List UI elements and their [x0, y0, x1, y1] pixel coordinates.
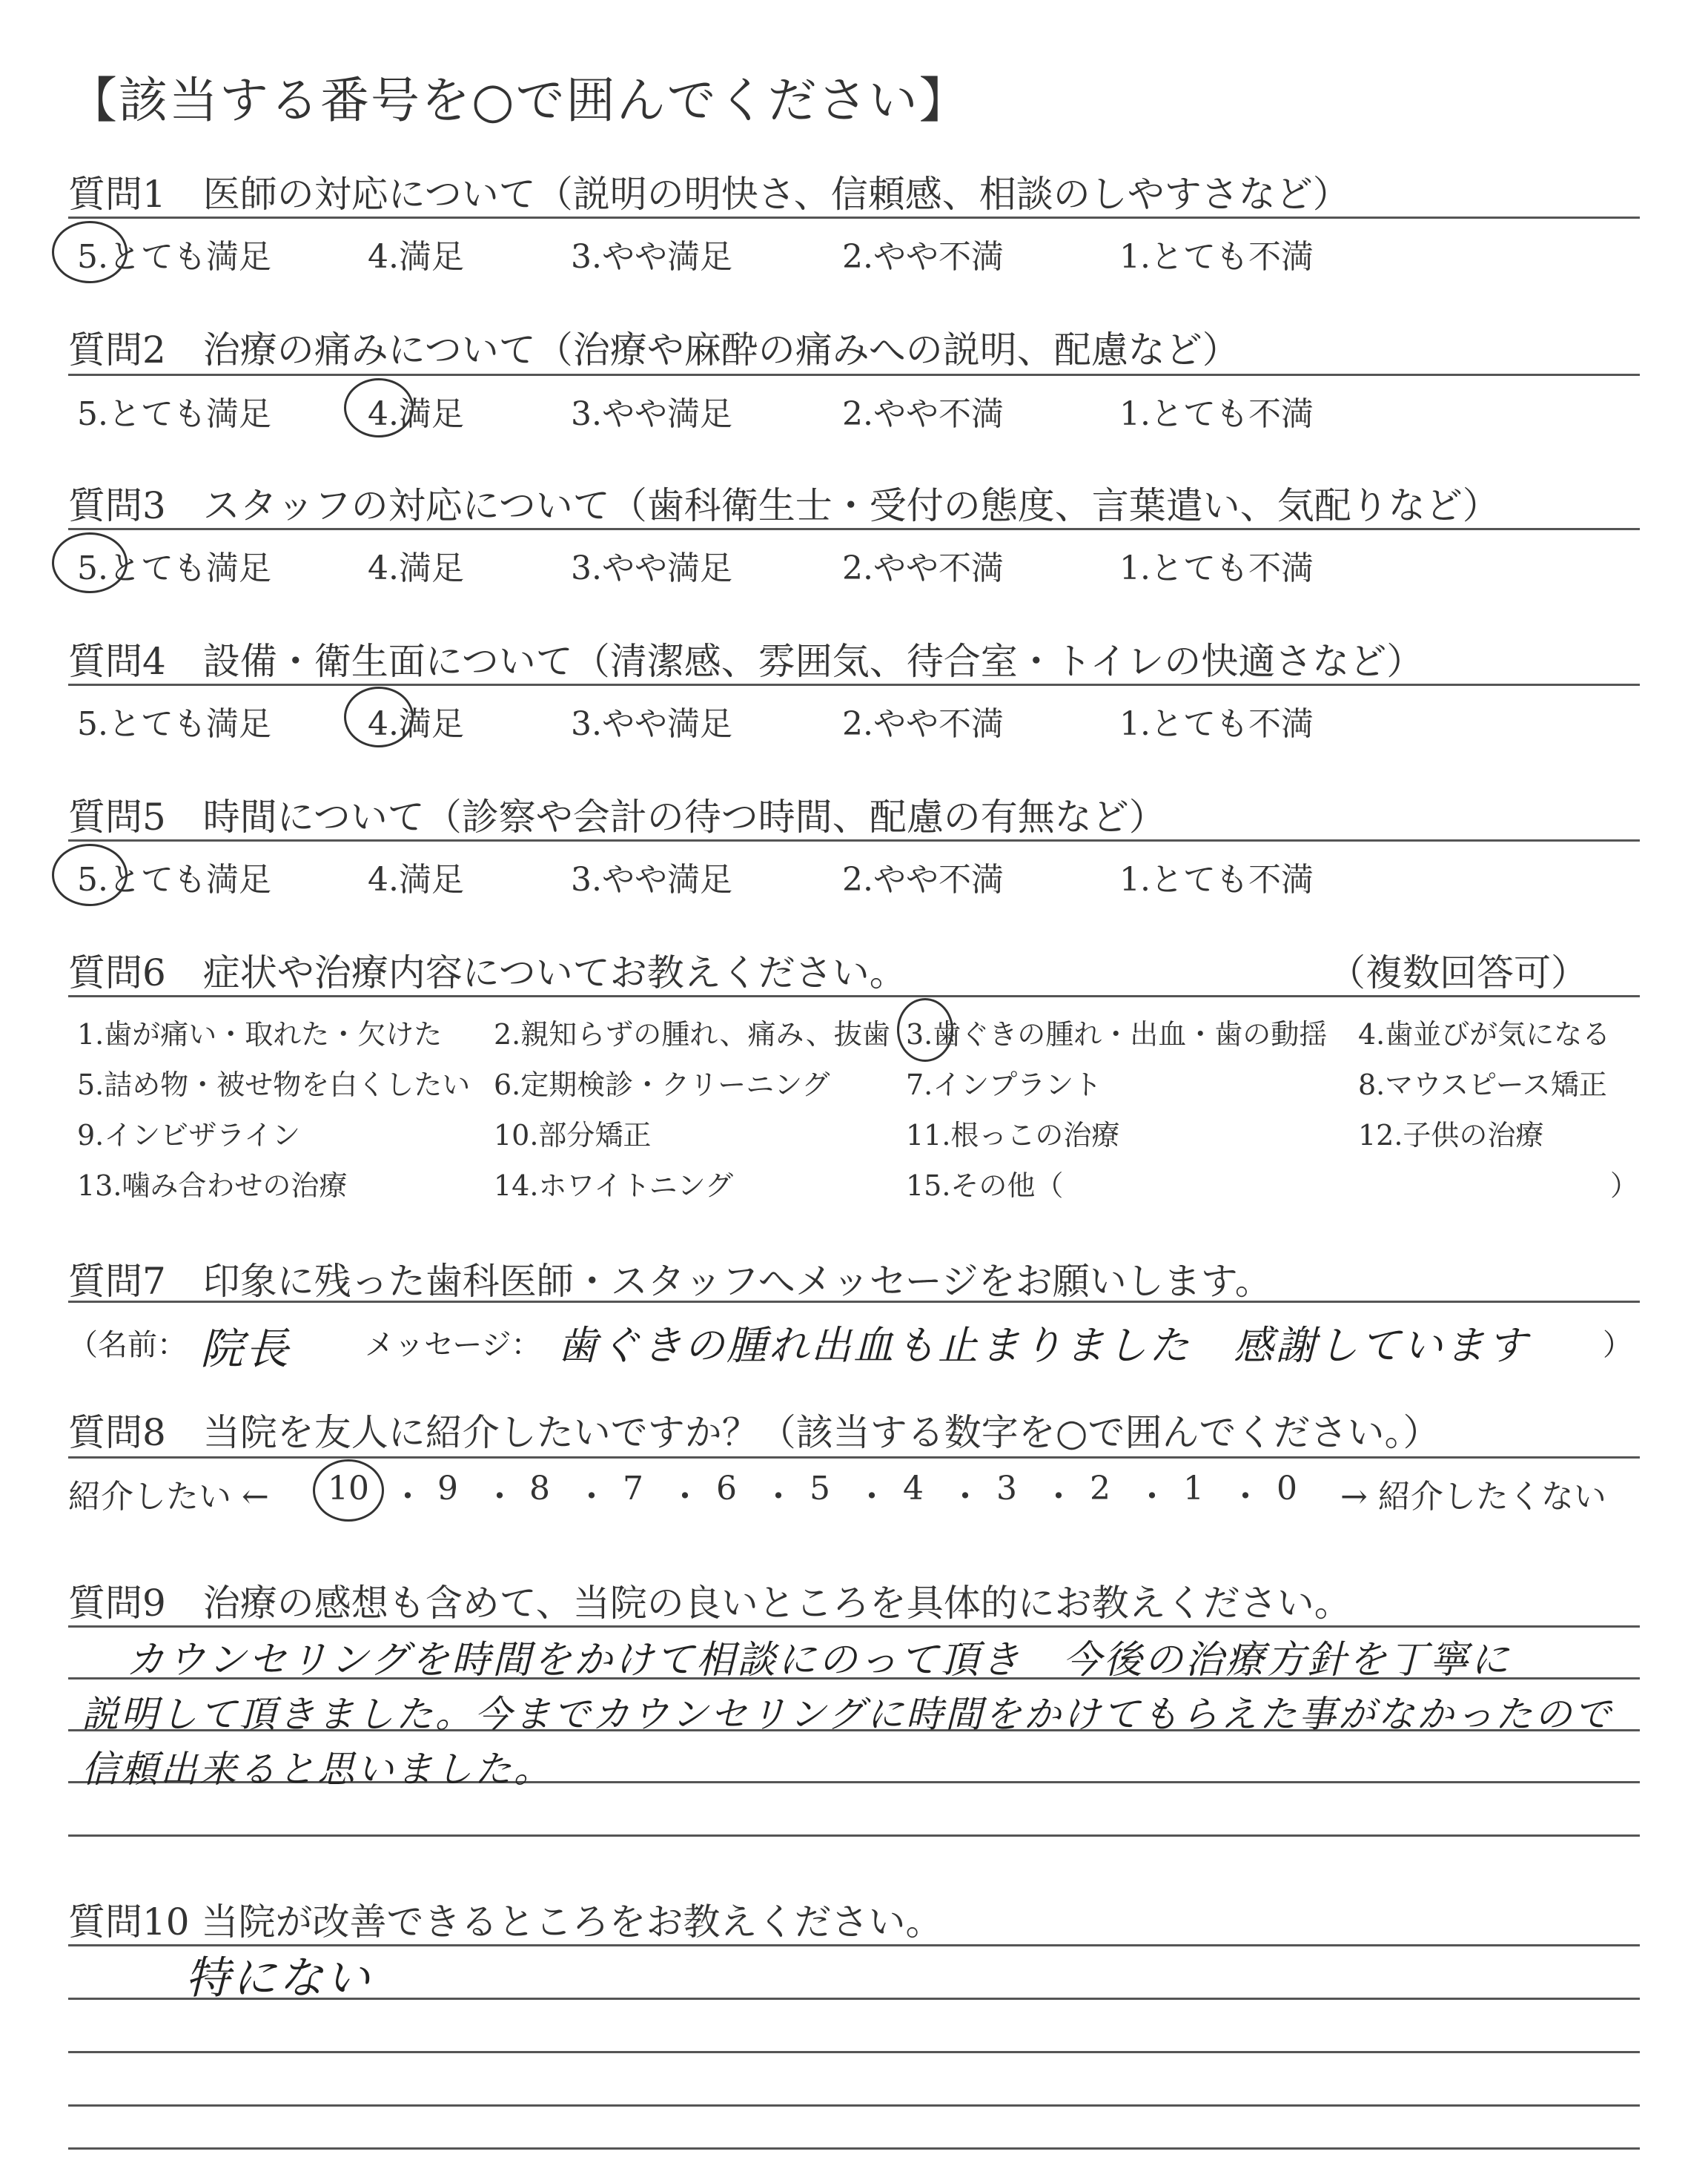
question-2-rule	[68, 374, 1640, 376]
q1-option-1[interactable]: 1.とても不満	[1119, 238, 1314, 276]
selection-circle	[52, 532, 128, 593]
q4-option-2[interactable]: 2.やや不満	[842, 705, 1004, 743]
writing-line	[68, 2051, 1640, 2053]
q7-close-paren: ）	[1603, 1328, 1632, 1362]
q3-option-2[interactable]: 2.やや不満	[842, 549, 1004, 587]
q8-scale-5[interactable]: 5	[810, 1470, 830, 1507]
q6-option-14[interactable]: 14.ホワイトニング	[494, 1169, 734, 1202]
q4-option-4[interactable]: 4.満足	[368, 705, 464, 743]
q8-dot: ・	[855, 1478, 888, 1516]
q7-message-label: メッセージ：	[365, 1328, 541, 1362]
question-5-rule	[68, 839, 1640, 842]
writing-line	[68, 2147, 1640, 2150]
q8-dot: ・	[391, 1478, 424, 1516]
q3-option-5[interactable]: 5.とても満足	[77, 549, 271, 587]
question-6-title-text: 質問6 症状や治療内容についてお教えください。	[68, 951, 907, 994]
q10-answer[interactable]: 特にない	[185, 1952, 372, 2004]
q4-option-5[interactable]: 5.とても満足	[77, 705, 271, 743]
question-2-title: 質問2 治療の痛みについて（治療や麻酔の痛みへの説明、配慮など）	[68, 328, 1239, 371]
question-6-rule	[68, 995, 1640, 997]
question-1-title: 質問1 医師の対応について（説明の明快さ、信頼感、相談のしやすさなど）	[68, 173, 1350, 216]
question-1-rule	[68, 217, 1640, 219]
q1-option-2[interactable]: 2.やや不満	[842, 238, 1004, 276]
question-5-title: 質問5 時間について（診察や会計の待つ時間、配慮の有無など）	[68, 796, 1166, 839]
q5-option-5[interactable]: 5.とても満足	[77, 861, 271, 899]
q8-scale-2[interactable]: 2	[1090, 1470, 1110, 1507]
q2-option-4[interactable]: 4.満足	[368, 395, 464, 433]
selection-circle	[313, 1459, 384, 1522]
q3-option-3[interactable]: 3.やや満足	[571, 549, 732, 587]
q8-dot: ・	[575, 1478, 608, 1516]
question-6-note: （複数回答可）	[1328, 951, 1588, 994]
selection-circle	[897, 998, 953, 1062]
q3-option-4[interactable]: 4.満足	[368, 549, 464, 587]
selection-circle	[344, 687, 414, 747]
q6-option-7[interactable]: 7.インプラント	[906, 1069, 1102, 1101]
q8-scale-1[interactable]: 1	[1183, 1470, 1204, 1507]
selection-circle	[52, 844, 128, 906]
q6-option-1[interactable]: 1.歯が痛い・取れた・欠けた	[77, 1018, 443, 1051]
q5-option-3[interactable]: 3.やや満足	[571, 861, 732, 899]
q8-dot: ・	[483, 1478, 516, 1516]
q9-answer-line-3[interactable]: 信頼出来ると思いました。	[82, 1748, 553, 1791]
writing-line	[68, 2104, 1640, 2107]
q8-dot: ・	[949, 1478, 982, 1516]
q6-option-11[interactable]: 11.根っこの治療	[906, 1119, 1120, 1152]
q6-option-13[interactable]: 13.噛み合わせの治療	[77, 1169, 348, 1202]
question-1	[68, 165, 1640, 218]
q8-dot: ・	[669, 1478, 701, 1516]
question-7	[68, 1252, 1640, 1305]
q2-option-1[interactable]: 1.とても不満	[1119, 395, 1314, 433]
q6-option-5[interactable]: 5.詰め物・被せ物を白くしたい	[77, 1069, 471, 1101]
page-title: 【該当する番号を○で囲んでください】	[68, 72, 970, 129]
q8-dot: ・	[762, 1478, 795, 1516]
q8-scale-4[interactable]: 4	[903, 1470, 924, 1507]
q9-answer-line-1[interactable]: カウンセリングを時間をかけて相談にのって頂き 今後の治療方針を丁寧に	[126, 1638, 1512, 1682]
q2-option-3[interactable]: 3.やや満足	[571, 395, 732, 433]
q8-dot: ・	[1229, 1478, 1262, 1516]
q7-name-value[interactable]: 院長	[200, 1324, 291, 1374]
question-8-rule	[68, 1456, 1640, 1459]
selection-circle	[344, 378, 414, 437]
q6-option-2[interactable]: 2.親知らずの腫れ、痛み、抜歯	[494, 1018, 890, 1051]
q1-option-5[interactable]: 5.とても満足	[77, 238, 271, 276]
q5-option-2[interactable]: 2.やや不満	[842, 861, 1004, 899]
question-2	[68, 320, 1640, 374]
q6-option-6[interactable]: 6.定期検診・クリーニング	[494, 1069, 830, 1101]
q8-scale-0[interactable]: 0	[1277, 1470, 1297, 1507]
q6-option-15[interactable]: 15.その他（	[906, 1169, 1064, 1202]
writing-line	[68, 1834, 1640, 1837]
q6-option-10[interactable]: 10.部分矯正	[494, 1119, 652, 1152]
q8-scale-8[interactable]: 8	[529, 1470, 550, 1507]
q7-message-value[interactable]: 歯ぐきの腫れ出血も止まりました 感謝しています	[557, 1322, 1529, 1369]
question-4-rule	[68, 684, 1640, 686]
q6-option-12[interactable]: 12.子供の治療	[1358, 1119, 1544, 1152]
q1-option-4[interactable]: 4.満足	[368, 238, 464, 276]
q6-option-15-close: ）	[1610, 1169, 1639, 1202]
q8-scale-9[interactable]: 9	[437, 1470, 458, 1507]
question-4	[68, 632, 1640, 685]
question-3-title: 質問3 スタッフの対応について（歯科衛生士・受付の態度、言葉遣い、気配りなど）	[68, 484, 1500, 527]
question-8-scale	[68, 1470, 1640, 1522]
question-3-rule	[68, 528, 1640, 530]
q1-option-3[interactable]: 3.やや満足	[571, 238, 732, 276]
question-8-title: 質問8 当院を友人に紹介したいですか？（該当する数字を○で囲んでください。）	[68, 1411, 1440, 1454]
q5-option-4[interactable]: 4.満足	[368, 861, 464, 899]
question-7-answer	[68, 1314, 1640, 1373]
q9-answer-line-2[interactable]: 説明して頂きました。今までカウンセリングに時間をかけてもらえた事がなかったので	[82, 1693, 1613, 1736]
question-4-title: 質問4 設備・衛生面について（清潔感、雰囲気、待合室・トイレの快適さなど）	[68, 640, 1424, 683]
question-9-title: 質問9 治療の感想も含めて、当院の良いところを具体的にお教えください。	[68, 1582, 1351, 1625]
q8-left-label: 紹介したい ←	[68, 1478, 269, 1516]
q8-right-label: → 紹介したくない	[1340, 1478, 1606, 1516]
question-7-title: 質問7 印象に残った歯科医師・スタッフへメッセージをお願いします。	[68, 1260, 1272, 1303]
selection-circle	[52, 221, 128, 283]
question-3	[68, 476, 1640, 529]
q6-option-4[interactable]: 4.歯並びが気になる	[1358, 1018, 1611, 1051]
q8-scale-3[interactable]: 3	[996, 1470, 1017, 1507]
q6-option-3[interactable]: 3.歯ぐきの腫れ・出血・歯の動揺	[906, 1018, 1328, 1051]
question-8	[68, 1403, 1640, 1456]
question-7-rule	[68, 1301, 1640, 1303]
question-6	[68, 943, 1640, 997]
question-5	[68, 787, 1640, 841]
q8-dot: ・	[1136, 1478, 1168, 1516]
q8-scale-10[interactable]: 10	[328, 1470, 369, 1507]
q8-dot: ・	[1042, 1478, 1075, 1516]
q8-scale-6[interactable]: 6	[716, 1470, 737, 1507]
q3-option-1[interactable]: 1.とても不満	[1119, 549, 1314, 587]
q4-option-3[interactable]: 3.やや満足	[571, 705, 732, 743]
q2-option-2[interactable]: 2.やや不満	[842, 395, 1004, 433]
writing-line	[68, 1625, 1640, 1628]
question-10-title: 質問10 当院が改善できるところをお教えください。	[68, 1900, 943, 1943]
question-9	[68, 1573, 1640, 1627]
question-6-title	[68, 943, 1640, 997]
q6-option-8[interactable]: 8.マウスピース矯正	[1358, 1069, 1607, 1101]
question-6-options	[68, 1011, 1640, 1204]
q7-name-label: （名前：	[68, 1328, 187, 1362]
q6-option-9[interactable]: 9.インビザライン	[77, 1119, 301, 1152]
question-10	[68, 1892, 1640, 1946]
q8-scale-7[interactable]: 7	[623, 1470, 643, 1507]
q4-option-1[interactable]: 1.とても不満	[1119, 705, 1314, 743]
q5-option-1[interactable]: 1.とても不満	[1119, 861, 1314, 899]
q2-option-5[interactable]: 5.とても満足	[77, 395, 271, 433]
